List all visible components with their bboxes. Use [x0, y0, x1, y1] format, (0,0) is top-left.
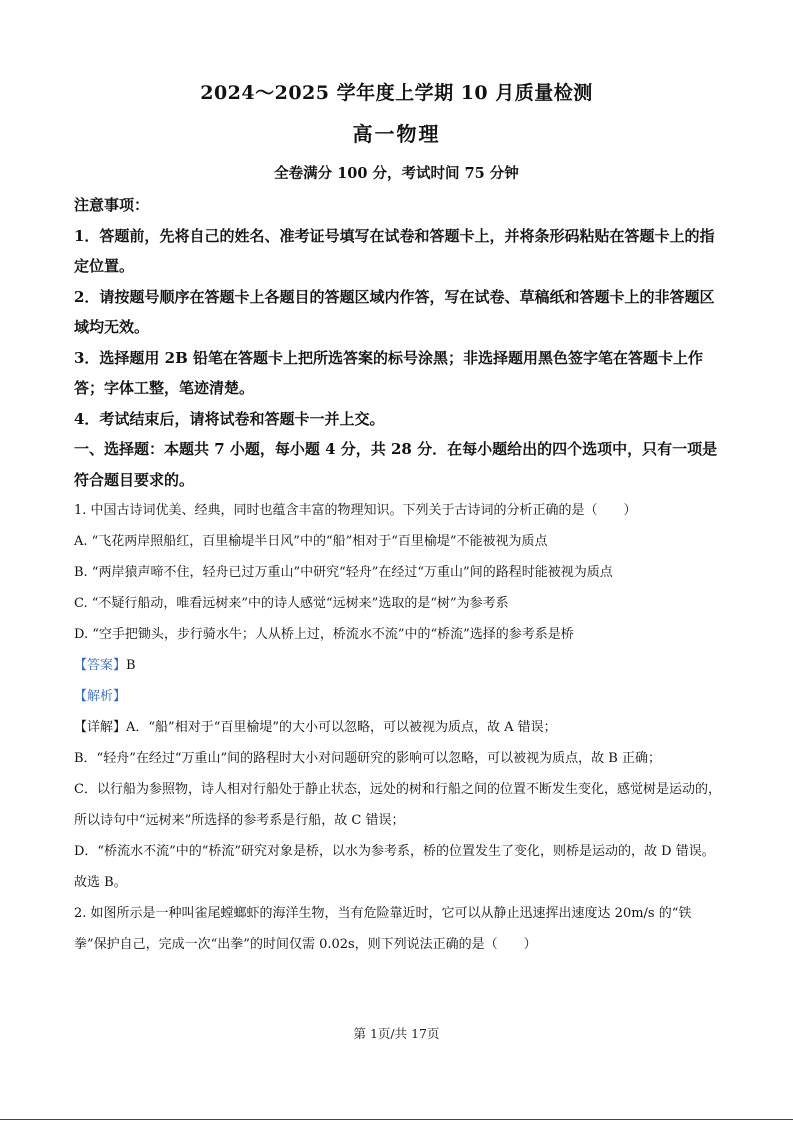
analysis-tag: 【解析】	[74, 689, 127, 704]
bottom-divider	[0, 1119, 793, 1120]
exam-subject: 高一物理	[352, 122, 441, 146]
exam-title: 2024～2025 学年度上学期 10 月质量检测	[200, 82, 593, 104]
answer-line	[74, 650, 722, 681]
answer-value: B	[126, 658, 136, 673]
question-1-stem: 1. 中国古诗词优美、经典，同时也蕴含丰富的物理知识。下列关于古诗词的分析正确的是（ ）	[74, 503, 637, 518]
question-1-option-d: D. “空手把锄头，步行骑水牛；人从桥上过，桥流水不流”中的“桥流”选择的参考系是桥	[74, 627, 574, 642]
question-1-option-b: B. “两岸猿声啼不住，轻舟已过万重山”中研究“轻舟”在经过“万重山”间的路程时能被视为质点	[74, 565, 613, 580]
question-2-stem: 2. 如图所示是一种叫雀尾螳螂虾的海洋生物，当有危险靠近时，它可以从静止迅速挥出速度达 20m/s 的“铁拳”保护自己，完成一次“出拳”的时间仅需 0.02s，则下列说法正确的是（ ）	[74, 906, 692, 952]
question-1-conclusion: 故选 B。	[74, 875, 127, 890]
main-content	[74, 190, 722, 960]
analysis-line	[74, 681, 722, 712]
section-1-heading: 一、选择题：本题共 7 小题，每小题 4 分，共 28 分．在每小题给出的四个选项中，只有一项是符合题目要求的。	[74, 440, 718, 489]
answer-tag: 【答案】	[74, 658, 127, 673]
detail-tag: 【详解】	[74, 720, 127, 735]
detail-line-b: B．“轻舟”在经过“万重山”间的路程时大小对问题研究的影响可以忽略，可以被视为质点，故 B 正确；	[74, 751, 661, 766]
notice-item-2: 2．请按题号顺序在答题卡上各题目的答题区域内作答，写在试卷、草稿纸和答题卡上的非答题区域均无效。	[74, 287, 715, 336]
detail-line-d: D．“桥流水不流”中的“桥流”研究对象是桥，以水为参考系，桥的位置发生了变化，则桥是运动的，故 D 错误。	[74, 844, 715, 859]
detail-text-a: A．“船”相对于“百里榆堤”的大小可以忽略，可以被视为质点，故 A 错误；	[126, 720, 557, 735]
detail-line-c: C．以行船为参照物，诗人相对行船处于静止状态，远处的树和行船之间的位置不断发生变化，感觉树是运动的，所以诗句中“远树来”所选择的参考系是行船，故 C 错误；	[74, 782, 721, 828]
page-number: 第 1页/共 17页	[353, 1026, 440, 1041]
notice-item-3: 3．选择题用 2B 铅笔在答题卡上把所选答案的标号涂黑；非选择题用黑色签字笔在答题卡上作答；字体工整，笔迹清楚。	[74, 348, 704, 397]
question-1-option-a: A. “飞花两岸照船红，百里榆堤半日风”中的“船”相对于“百里榆堤”不能被视为质点	[74, 534, 548, 549]
notice-item-4: 4．考试结束后，请将试卷和答题卡一并上交。	[74, 409, 385, 428]
detail-line-a	[74, 712, 722, 743]
notice-heading: 注意事项：	[74, 196, 150, 214]
notice-item-1: 1．答题前，先将自己的姓名、准考证号填写在试卷和答题卡上，并将条形码粘贴在答题卡上的指定位置。	[74, 226, 715, 275]
score-time-line: 全卷满分 100 分，考试时间 75 分钟	[274, 165, 519, 182]
question-1-option-c: C. “不疑行船动，唯看远树来”中的诗人感觉“远树来”选取的是“树”为参考系	[74, 596, 509, 611]
